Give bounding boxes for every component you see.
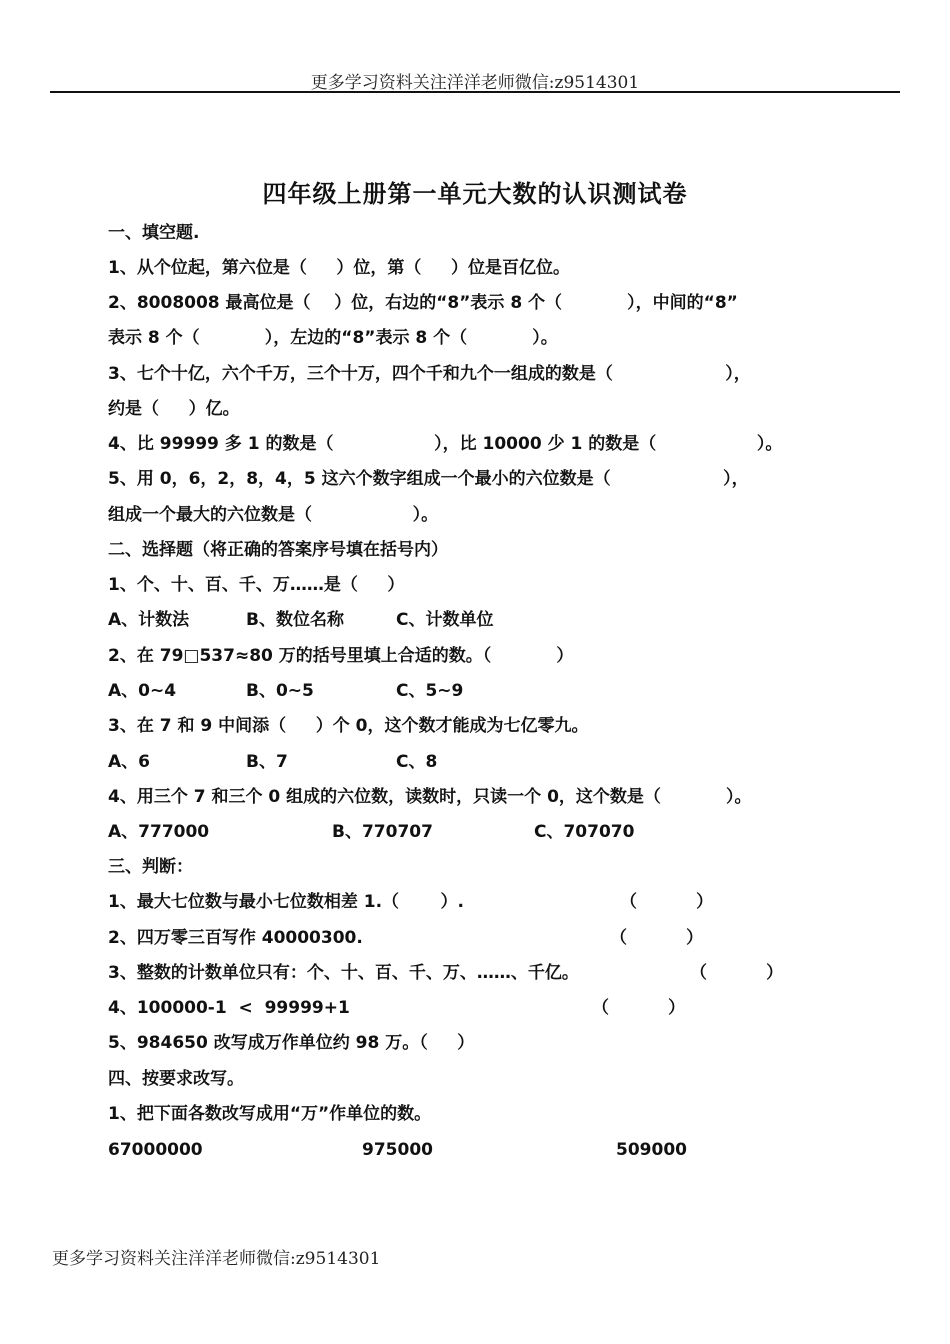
question-text: 3、整数的计数单位只有：个、十、百、千、万、……、千亿。 bbox=[108, 963, 579, 983]
question-text: 3、七个十亿，六个千万，三个十万，四个千和九个一组成的数是（ ）， bbox=[108, 364, 751, 384]
question-text: 组成一个最大的六位数是（ ）。 bbox=[108, 505, 439, 525]
option-a: A、0~4 bbox=[108, 681, 177, 701]
number-item: 509000 bbox=[616, 1140, 687, 1160]
page-footer: 更多学习资料关注洋洋老师微信:z9514301 bbox=[52, 1249, 381, 1269]
option-a: A、6 bbox=[108, 752, 150, 772]
answer-parens: （ ） bbox=[620, 892, 714, 912]
section-1-heading: 一、填空题. bbox=[108, 223, 200, 243]
question-text: 表示 8 个（ ），左边的“8”表示 8 个（ ）。 bbox=[108, 328, 558, 348]
question-text: 2、在 79□537≈80 万的括号里填上合适的数。（ ） bbox=[108, 646, 574, 666]
question-text: 1、个、十、百、千、万……是（ ） bbox=[108, 575, 405, 595]
option-c: C、5~9 bbox=[396, 681, 464, 701]
number-item: 67000000 bbox=[108, 1140, 203, 1160]
option-c: C、707070 bbox=[534, 822, 635, 842]
option-a: A、计数法 bbox=[108, 610, 190, 630]
option-b: B、数位名称 bbox=[246, 610, 344, 630]
question-text: 3、在 7 和 9 中间添（ ）个 0，这个数才能成为七亿零九。 bbox=[108, 716, 589, 736]
question-text: 约是（ ）亿。 bbox=[108, 399, 240, 419]
page-title: 四年级上册第一单元大数的认识测试卷 bbox=[262, 179, 688, 208]
option-c: C、计数单位 bbox=[396, 610, 494, 630]
question-text: 1、从个位起，第六位是（ ）位，第（ ）位是百亿位。 bbox=[108, 258, 571, 278]
option-b: B、770707 bbox=[332, 822, 433, 842]
question-text: 5、用 0，6，2，8，4，5 这六个数字组成一个最小的六位数是（ ）， bbox=[108, 469, 749, 489]
page-header: 更多学习资料关注洋洋老师微信:z9514301 bbox=[310, 73, 640, 93]
option-b: B、0~5 bbox=[246, 681, 314, 701]
question-text: 4、用三个 7 和三个 0 组成的六位数，读数时，只读一个 0，这个数是（ ）。 bbox=[108, 787, 752, 807]
section-4-heading: 四、按要求改写。 bbox=[108, 1069, 244, 1089]
option-c: C、8 bbox=[396, 752, 438, 772]
number-item: 975000 bbox=[362, 1140, 433, 1160]
question-text: 2、8008008 最高位是（ ）位，右边的“8”表示 8 个（ ），中间的“8” bbox=[108, 293, 738, 313]
section-3-heading: 三、判断： bbox=[108, 857, 193, 877]
question-text: 5、984650 改写成万作单位约 98 万。（ ） bbox=[108, 1033, 475, 1053]
answer-parens: （ ） bbox=[690, 963, 784, 983]
answer-parens: （ ） bbox=[610, 928, 704, 948]
answer-parens: （ ） bbox=[592, 998, 686, 1018]
question-text: 4、100000-1 < 99999+1 bbox=[108, 998, 350, 1018]
option-b: B、7 bbox=[246, 752, 288, 772]
option-a: A、777000 bbox=[108, 822, 210, 842]
question-text: 2、四万零三百写作 40000300. bbox=[108, 928, 363, 948]
header-divider bbox=[50, 91, 900, 93]
section-2-heading: 二、选择题（将正确的答案序号填在括号内） bbox=[108, 540, 448, 560]
question-text: 1、最大七位数与最小七位数相差 1.（ ）. bbox=[108, 892, 464, 912]
question-text: 1、把下面各数改写成用“万”作单位的数。 bbox=[108, 1104, 432, 1124]
question-text: 4、比 99999 多 1 的数是（ ），比 10000 少 1 的数是（ ）。 bbox=[108, 434, 783, 454]
